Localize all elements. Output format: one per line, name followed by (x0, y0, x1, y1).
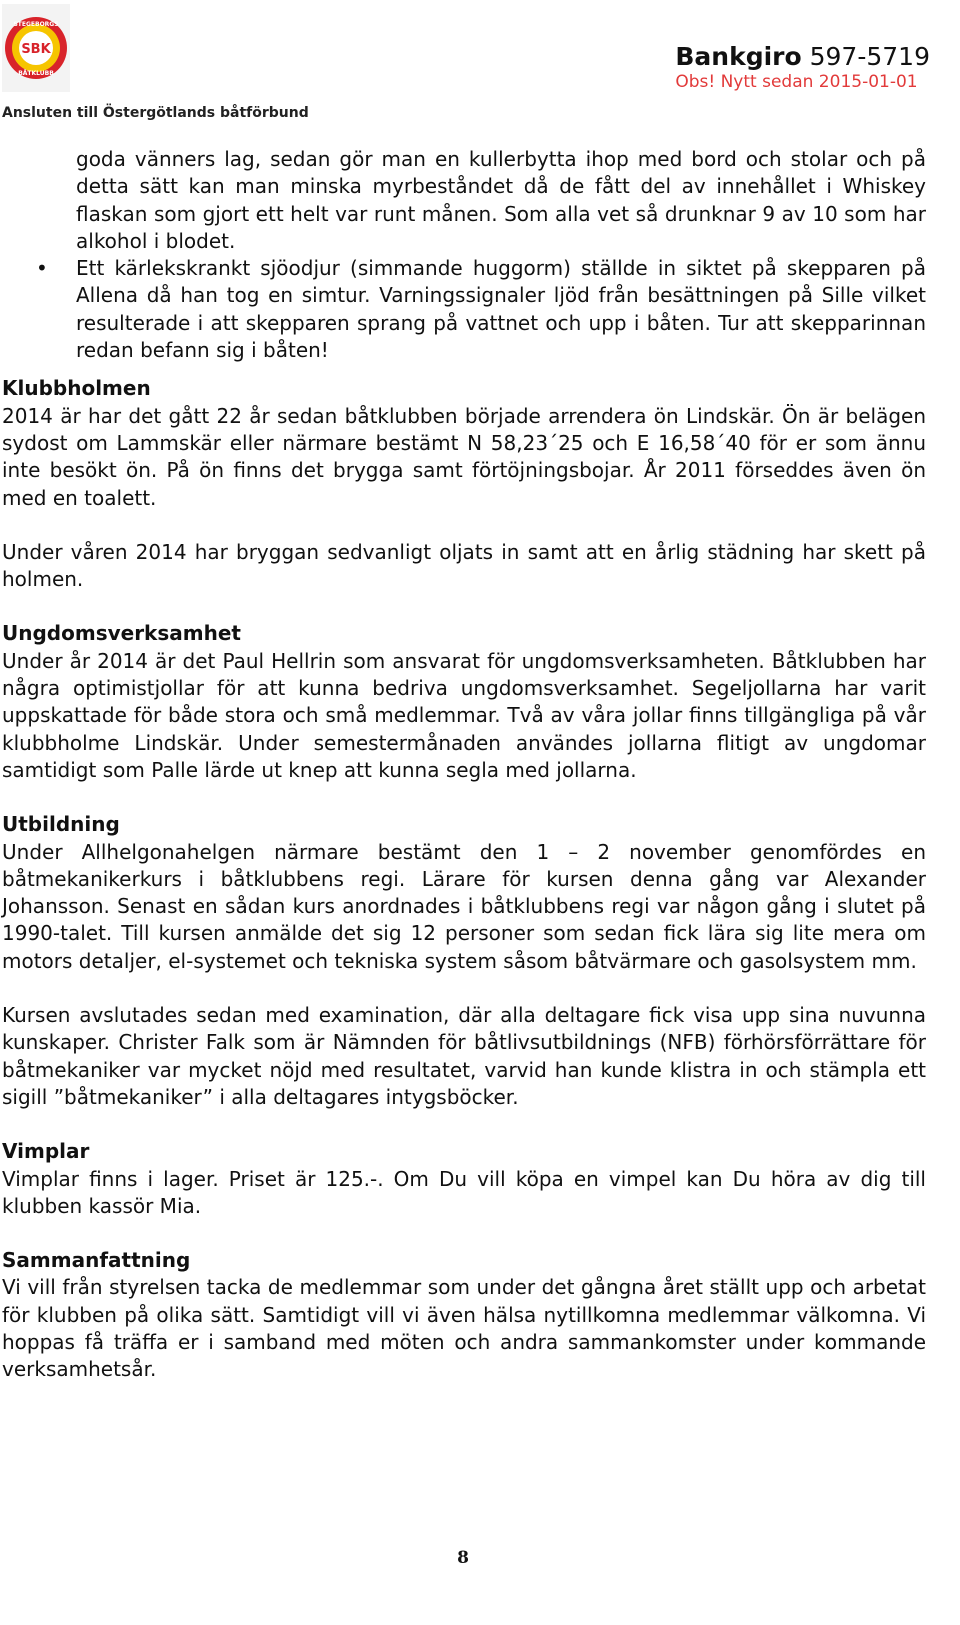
section-heading-utbildning: Utbildning (2, 812, 120, 837)
bullet-item (36, 255, 926, 364)
document-body (2, 146, 926, 1384)
section-heading-klubbholmen: Klubbholmen (2, 376, 151, 401)
section-heading-sammanfattning: Sammanfattning (2, 1248, 191, 1273)
page-header (0, 0, 960, 130)
logo-bottom-text: BÅTKLUBB (18, 70, 54, 77)
utbildning-paragraph-1: Under Allhelgonahelgen närmare bestämt den 1 – 2 november genomfördes en båtmekanikerkurs i båtklubbens regi. Lärare för kursen denna gång var Alexander Johansson. Senast en sådan kurs anordnades i båtklubbens regi var någon gång i slutet på 1990-talet. Till kursen anmälde det sig 12 personer som sedan fick lära sig lite mera om motors detaljer, el-systemet och tekniska system såsom båtvärmare och gasolsystem mm. (2, 839, 926, 973)
affiliation-text: Ansluten till Östergötlands båtförbund (2, 105, 309, 121)
bankgiro-block (675, 42, 930, 92)
bullet-icon: • (36, 256, 48, 281)
bankgiro-line (675, 42, 930, 71)
intro-continuation: goda vänners lag, sedan gör man en kullerbytta ihop med bord och stolar och på detta sätt kan man minska myrbeståndet då de fått del av innehållet i Whiskey flaskan som gjort ett helt var runt månen. Som alla vet så drunknar 9 av 10 som har alkohol i blodet. (76, 147, 926, 253)
bullet-text: Ett kärlekskrankt sjöodjur (simmande huggorm) ställde in siktet på skepparen på Allena då han tog en simtur. Varningssignaler ljöd från besättningen på Sille vilket resulterade i att skepparen sprang på vattnet och upp i båten. Tur att skepparinnan redan befann sig i båten! (76, 256, 926, 363)
klubbholmen-paragraph-1: 2014 är har det gått 22 år sedan båtklubben började arrendera ön Lindskär. Ön är belägen sydost om Lammskär eller närmare bestämt N 58,23´25 och E 16,58´40 för er som ännu inte besökt ön. På ön finns det brygga samt förtöjningsbojar. År 2011 förseddes även ön med en toalett. (2, 403, 926, 510)
bankgiro-number: 597-5719 (809, 42, 930, 71)
section-heading-vimplar: Vimplar (2, 1139, 90, 1164)
logo-top-text: STEGEBORGS (13, 21, 59, 28)
page-number: 8 (457, 1548, 469, 1568)
utbildning-paragraph-2: Kursen avslutades sedan med examination, där alla deltagare fick visa upp sina nuvunna kunskaper. Christer Falk som är Nämnden för båtlivsutbildnings (NFB) förhörsförrättare för båtmekaniker var mycket nöjd med resultatet, varvid han kunde klistra in och stämpla ett sigill ”båtmekaniker” i alla deltagares intygsböcker. (2, 1003, 926, 1109)
club-logo (2, 4, 70, 92)
klubbholmen-paragraph-2: Under våren 2014 har bryggan sedvanligt oljats in samt att en årlig städning har skett på holmen. (2, 539, 926, 592)
bankgiro-notice: Obs! Nytt sedan 2015-01-01 (675, 72, 918, 92)
logo-mid-text: SBK (21, 42, 51, 57)
vimplar-paragraph: Vimplar finns i lager. Priset är 125.-. Om Du vill köpa en vimpel kan Du höra av dig till klubben kassör Mia. (2, 1166, 926, 1218)
ungdom-paragraph-1: Under år 2014 är det Paul Hellrin som ansvarat för ungdomsverksamheten. Båtklubben har några optimistjollar för att kunna bedriva ungdomsverksamhet. Segeljollarna har varit uppskattade för både stora och små medlemmar. Två av våra jollar finns tillgängliga på vår klubbholme Lindskär. Under semestermånaden användes jollarna flitigt av ungdomar samtidigt som Palle lärde ut knep att kunna segla med jollarna. (2, 648, 926, 782)
sammanfattning-paragraph: Vi vill från styrelsen tacka de medlemmar som under det gångna året ställt upp och arbetat för klubben på olika sätt. Samtidigt vill vi även hälsa nytillkomna medlemmar välkomna. Vi hoppas få träffa er i samband med möten och andra sammankomster under kommande verksamhetsår. (2, 1275, 926, 1382)
section-heading-ungdomsverksamhet: Ungdomsverksamhet (2, 621, 241, 646)
bankgiro-label: Bankgiro (675, 42, 802, 71)
